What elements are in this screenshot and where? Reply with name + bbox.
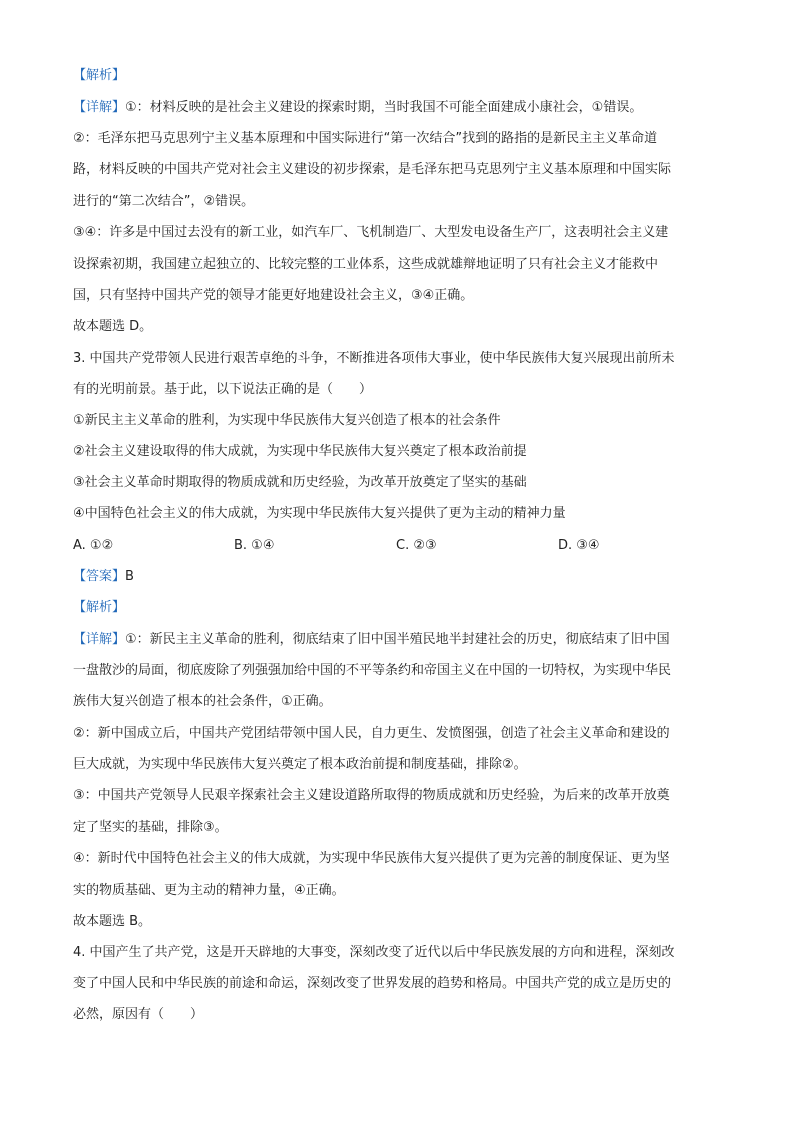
q3-detail-4-l1: ④：新时代中国特色社会主义的伟大成就，为实现中华民族伟大复兴提供了更为完善的制度保证、更为坚 [73,851,670,866]
q2-detail-p3-l2: 设探索初期，我国建立起独立的、比较完整的工业体系，这些成就雄辩地证明了只有社会主义才能救中 [73,257,659,272]
q3-statement-3: ③社会主义革命时期取得的物质成就和历史经验，为改革开放奠定了坚实的基础 [73,475,527,490]
q3-option-a: A. ①② [73,538,114,553]
q3-detail-1-l2: 一盘散沙的局面，彻底废除了列强强加给中国的不平等条约和帝国主义在中国的一切特权，为实现中华民 [73,663,672,678]
detail-tag: 【详解】 [73,100,126,115]
q3-detail-3-l2: 定了坚实的基础，排除③。 [73,820,228,835]
analysis-tag: 【解析】 [73,68,126,83]
q3-detail-1-l3: 族伟大复兴创造了根本的社会条件，①正确。 [73,694,332,709]
detail-tag: 【详解】 [73,632,126,647]
q4-stem-l1: 4. 中国产生了共产党，这是开天辟地的大事变，深刻改变了近代以后中华民族发展的方向和进程，深刻改 [73,945,675,960]
q3-conclusion: 故本题选 B。 [73,914,152,929]
q3-detail-1-l1: 【详解】①：新民主主义革命的胜利，彻底结束了旧中国半殖民地半封建社会的历史，彻底结束了旧中国 [73,632,670,647]
q3-detail-2-l1: ②：新中国成立后，中国共产党团结带领中国人民，自力更生、发愤图强，创造了社会主义革命和建设的 [73,726,670,741]
q3-options [73,538,723,554]
q3-stem-l1: 3. 中国共产党带领人民进行艰苦卓绝的斗争，不断推进各项伟大事业，使中华民族伟大复兴展现出前所未 [73,351,675,366]
answer-tag: 【答案】 [73,569,126,584]
q2-detail-p3-l1: ③④：许多是中国过去没有的新工业，如汽车厂、飞机制造厂、大型发电设备生产厂，这表明社会主义建 [73,225,669,240]
q2-detail-p1: 【详解】①：材料反映的是社会主义建设的探索时期，当时我国不可能全面建成小康社会，①错误。 [73,100,643,115]
q3-option-b: B. ①④ [234,538,275,553]
q3-answer-value: B [125,569,134,584]
q2-conclusion: 故本题选 D。 [73,319,153,334]
q3-stem-l2: 有的光明前景。基于此，以下说法正确的是（ ） [73,382,373,397]
q3-answer-line [73,569,134,585]
q3-detail-3-l1: ③：中国共产党领导人民艰辛探索社会主义建设道路所取得的物质成就和历史经验，为后来的改革开放奠 [73,788,670,803]
q2-detail-p3-l3: 国，只有坚持中国共产党的领导才能更好地建设社会主义，③④正确。 [73,288,474,303]
q3-detail-2-l2: 巨大成就，为实现中华民族伟大复兴奠定了根本政治前提和制度基础，排除②。 [73,757,527,772]
q4-stem-l2: 变了中国人民和中华民族的前途和命运，深刻改变了世界发展的趋势和格局。中国共产党的成立是历史的 [73,976,672,991]
q2-detail-p2-l1: ②：毛泽东把马克思列宁主义基本原理和中国实际进行“第一次结合”找到的路指的是新民主主义革命道 [73,131,658,146]
analysis-tag: 【解析】 [73,600,126,615]
q3-option-d: D. ③④ [558,538,600,553]
q3-option-c: C. ②③ [396,538,437,553]
q3-detail-4-l2: 实的物质基础、更为主动的精神力量，④正确。 [73,883,345,898]
q3-statement-4: ④中国特色社会主义的伟大成就，为实现中华民族伟大复兴提供了更为主动的精神力量 [73,506,566,521]
q2-detail-p2-l2: 路，材料反映的中国共产党对社会主义建设的初步探索，是毛泽东把马克思列宁主义基本原理和中国实际 [73,162,672,177]
q3-statement-1: ①新民主主义革命的胜利，为实现中华民族伟大复兴创造了根本的社会条件 [73,413,501,428]
q2-detail-p2-l3: 进行的“第二次结合”，②错误。 [73,194,255,209]
q4-stem-l3: 必然，原因有（ ） [73,1007,204,1022]
q3-statement-2: ②社会主义建设取得的伟大成就，为实现中华民族伟大复兴奠定了根本政治前提 [73,444,527,459]
